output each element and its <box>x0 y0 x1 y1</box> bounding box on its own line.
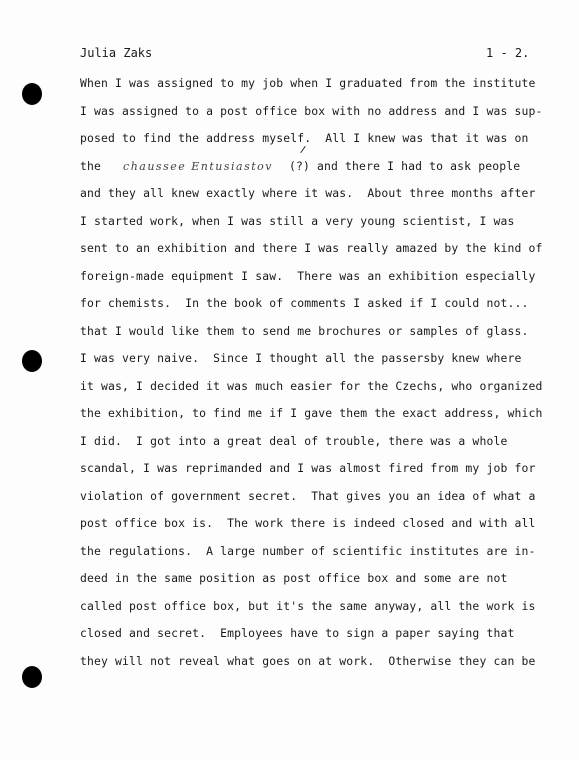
text-line: I was assigned to a post office box with no address and I was sup- <box>80 103 543 118</box>
text-line: When I was assigned to my job when I graduated from the institute <box>80 76 536 90</box>
text-line-handwritten <box>80 157 560 185</box>
text-segment: and there I had to ask people <box>317 158 521 173</box>
text-segment: the <box>80 158 102 173</box>
text-line: I did. I got into a great deal of trouble, there was a whole <box>80 433 508 448</box>
binder-hole <box>22 666 42 688</box>
text-line: the regulations. A large number of scientific institutes are in- <box>80 543 536 558</box>
text-line: and they all knew exactly where it was. About three months after <box>80 186 536 200</box>
text-line: it was, I decided it was much easier for the Czechs, who organized <box>80 378 543 393</box>
query-mark <box>289 159 310 173</box>
text-line: deed in the same position as post office box and some are not <box>80 571 508 585</box>
header-page-number: 1 - 2. <box>486 46 530 60</box>
header-author: Julia Zaks <box>80 46 153 60</box>
text-line: that I would like them to send me brochures or samples of glass. <box>80 323 529 338</box>
query-mark-text: (?) <box>288 158 310 173</box>
body-text <box>80 74 560 679</box>
text-line: posed to find the address myself. All I knew was that it was on <box>80 131 529 145</box>
binder-hole <box>22 350 42 372</box>
text-line: they will not reveal what goes on at work. Otherwise they can be <box>80 653 536 668</box>
handwritten-insertion: chaussee Entusiastov <box>123 159 273 173</box>
text-line: violation of government secret. That gives you an idea of what a <box>80 488 536 503</box>
text-line: post office box is. The work there is indeed closed and with all <box>80 516 536 530</box>
text-line: foreign-made equipment I saw. There was an exhibition especially <box>80 268 536 283</box>
binder-hole <box>22 83 42 105</box>
text-line: scandal, I was reprimanded and I was almost fired from my job for <box>80 461 536 475</box>
text-line: called post office box, but it's the same anyway, all the work is <box>80 598 536 613</box>
text-line: I was very naive. Since I thought all the passersby knew where <box>80 351 522 365</box>
text-line: sent to an exhibition and there I was really amazed by the kind of <box>80 241 543 255</box>
text-line: I started work, when I was still a very young scientist, I was <box>80 213 515 228</box>
text-line: the exhibition, to find me if I gave them the exact address, which <box>80 406 543 420</box>
text-line: for chemists. In the book of comments I asked if I could not... <box>80 296 529 310</box>
text-line: closed and secret. Employees have to sign a paper saying that <box>80 626 515 640</box>
